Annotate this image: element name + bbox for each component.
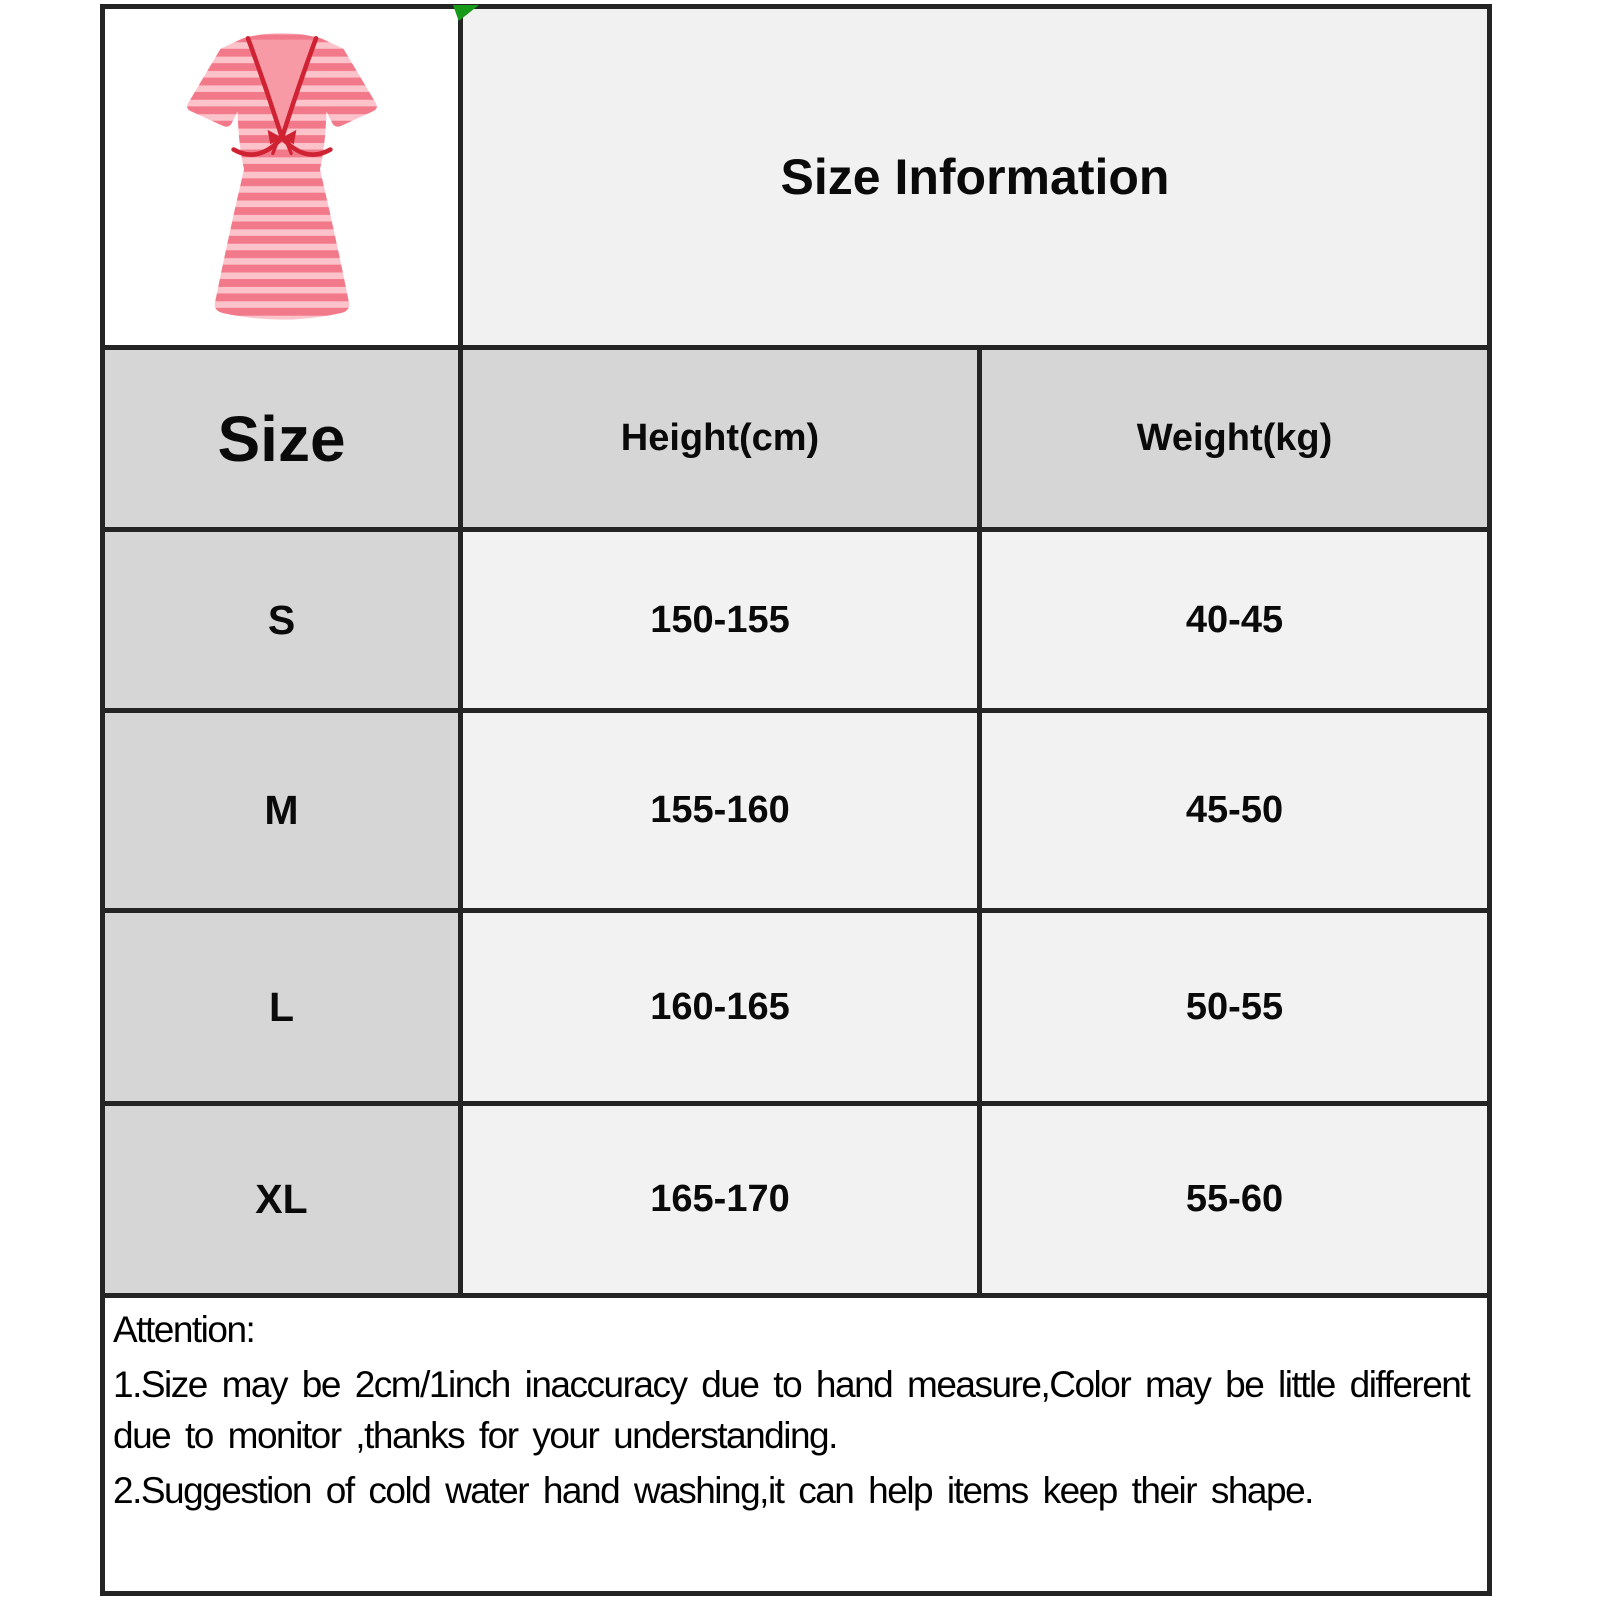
weight-cell <box>982 913 1487 1101</box>
height-value: 155-160 <box>650 789 790 831</box>
weight-value: 50-55 <box>1185 985 1284 1028</box>
weight-cell <box>982 713 1487 908</box>
column-header-size-label: Size <box>217 402 346 475</box>
weight-value: 45-50 <box>1185 789 1284 831</box>
height-value: 150-155 <box>650 598 790 641</box>
size-cell <box>105 1106 463 1293</box>
height-value: 165-170 <box>650 1178 790 1220</box>
size-cell <box>105 913 463 1101</box>
page-title: Size Information <box>780 149 1170 205</box>
size-row-m <box>105 713 1487 913</box>
attention-note-2: 2.Suggestion of cold water hand washing,it can help items keep their shape. <box>113 1470 1313 1512</box>
size-row-xl <box>105 1106 1487 1298</box>
attention-label: Attention: <box>113 1309 255 1350</box>
size-label: L <box>268 983 295 1030</box>
column-header-weight-label: Weight(kg) <box>1136 417 1333 459</box>
size-chart-table <box>100 4 1492 1596</box>
weight-cell <box>982 1106 1487 1293</box>
size-information-title-cell <box>463 9 1487 345</box>
height-cell <box>463 913 982 1101</box>
column-header-weight <box>982 350 1487 527</box>
weight-value: 40-45 <box>1185 598 1284 641</box>
dress-product-image <box>151 20 413 334</box>
size-label: XL <box>255 1176 308 1222</box>
product-image-cell <box>105 9 463 345</box>
size-row-l <box>105 913 1487 1106</box>
height-cell <box>463 713 982 908</box>
size-label: S <box>267 596 296 643</box>
attention-note-1: 1.Size may be 2cm/1inch inaccuracy due to hand measure,Color may be little different due to monitor ,thanks for your understanding. <box>113 1364 1470 1457</box>
column-header-height-label: Height(cm) <box>620 417 820 459</box>
table-header-row <box>105 350 1487 532</box>
weight-value: 55-60 <box>1185 1178 1284 1220</box>
height-value: 160-165 <box>650 985 790 1028</box>
column-header-size <box>105 350 463 527</box>
size-cell <box>105 713 463 908</box>
weight-cell <box>982 532 1487 708</box>
attention-section <box>105 1298 1487 1591</box>
size-cell <box>105 532 463 708</box>
height-cell <box>463 1106 982 1293</box>
column-header-height <box>463 350 982 527</box>
height-cell <box>463 532 982 708</box>
title-row <box>105 9 1487 350</box>
size-row-s <box>105 532 1487 713</box>
size-label: M <box>264 787 299 833</box>
